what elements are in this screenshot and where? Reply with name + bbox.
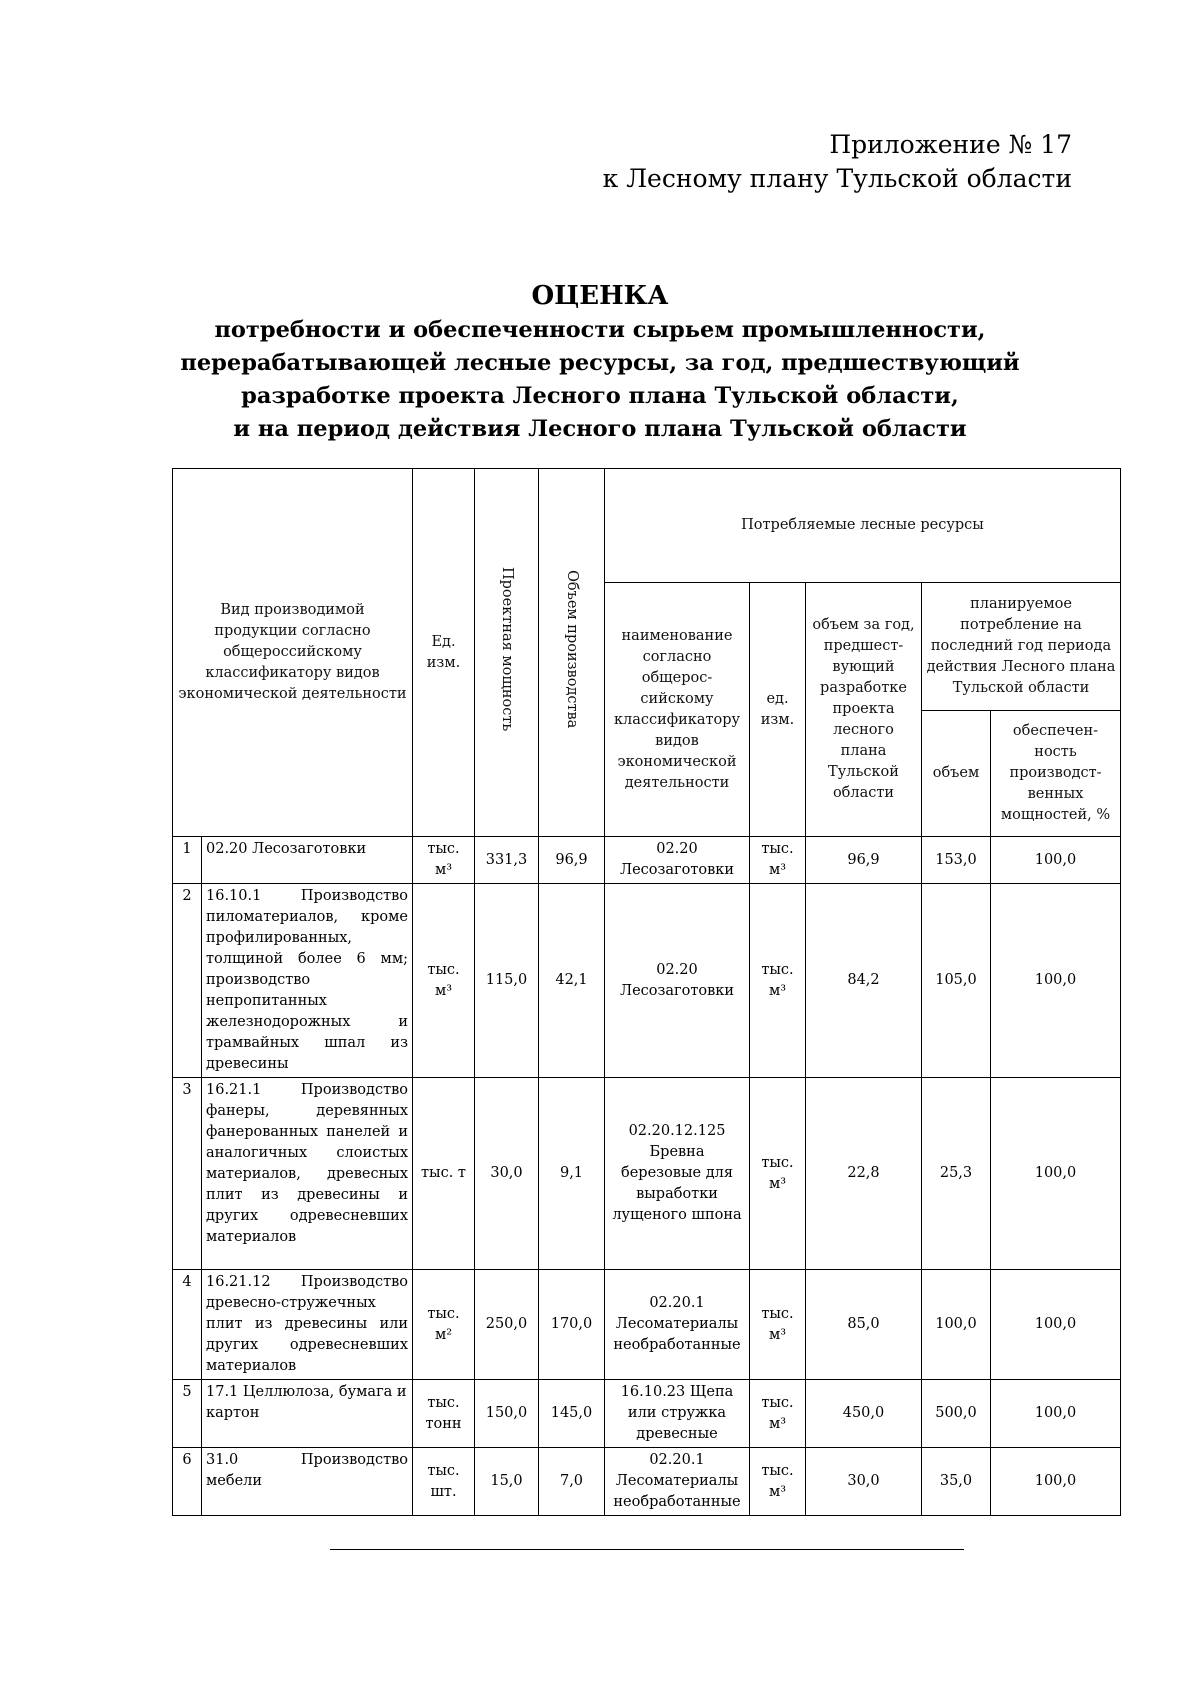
row-capacity: 15,0: [475, 1448, 539, 1516]
row-unit: тыс. м³: [413, 884, 475, 1078]
row-supply: 100,0: [991, 1448, 1121, 1516]
header-capacity: Проектная мощность: [499, 566, 515, 732]
row-res-name: 02.20 Лесозаготовки: [605, 837, 750, 884]
row-res-prev: 30,0: [806, 1448, 922, 1516]
header-volume: Объем производства: [564, 569, 580, 729]
row-capacity: 30,0: [475, 1078, 539, 1270]
row-product: 16.21.12 Производство древесно-стружечных плит из древесины или других одревесневших материалов: [202, 1270, 413, 1380]
row-number: 5: [173, 1380, 202, 1448]
header-planned-supply: обеспечен-ность производст-венных мощностей, %: [991, 711, 1121, 837]
row-res-name: 02.20 Лесозаготовки: [605, 884, 750, 1078]
header-res-name: наименование согласно общерос-сийскому классификатору видов экономической деятельности: [605, 583, 750, 837]
row-res-prev: 96,9: [806, 837, 922, 884]
row-res-name: 02.20.1 Лесоматериалы необработанные: [605, 1270, 750, 1380]
table-row: [173, 1448, 1121, 1516]
row-res-unit: тыс. м³: [750, 884, 806, 1078]
row-planned-volume: 25,3: [922, 1078, 991, 1270]
row-res-name: 02.20.12.125 Бревна березовые для выработки лущеного шпона: [605, 1078, 750, 1270]
row-capacity: 150,0: [475, 1380, 539, 1448]
row-res-unit: тыс. м³: [750, 1448, 806, 1516]
row-unit: тыс. тонн: [413, 1380, 475, 1448]
table-row: [173, 1078, 1121, 1270]
row-product: 31.0 Производство мебели: [202, 1448, 413, 1516]
header-volume-cell: [539, 469, 605, 837]
header-row-1: [173, 469, 1121, 583]
row-capacity: 250,0: [475, 1270, 539, 1380]
row-supply: 100,0: [991, 1270, 1121, 1380]
row-supply: 100,0: [991, 837, 1121, 884]
row-number: 4: [173, 1270, 202, 1380]
footer-divider: [330, 1549, 964, 1550]
row-res-unit: тыс. м³: [750, 1380, 806, 1448]
row-volume: 170,0: [539, 1270, 605, 1380]
row-planned-volume: 100,0: [922, 1270, 991, 1380]
table-row: [173, 1380, 1121, 1448]
row-capacity: 331,3: [475, 837, 539, 884]
row-res-unit: тыс. м³: [750, 837, 806, 884]
row-res-unit: тыс. м³: [750, 1078, 806, 1270]
title-line-4: и на период действия Лесного плана Тульской области: [233, 416, 967, 442]
row-volume: 7,0: [539, 1448, 605, 1516]
row-number: 3: [173, 1078, 202, 1270]
row-planned-volume: 35,0: [922, 1448, 991, 1516]
row-capacity: 115,0: [475, 884, 539, 1078]
title-main: ОЦЕНКА: [531, 281, 669, 311]
title-line-2: перерабатывающей лесные ресурсы, за год, предшествующий: [180, 350, 1020, 376]
row-res-prev: 84,2: [806, 884, 922, 1078]
title-line-1: потребности и обеспеченности сырьем промышленности,: [214, 317, 986, 343]
table-row: [173, 884, 1121, 1078]
row-res-prev: 85,0: [806, 1270, 922, 1380]
header-product: Вид производимой продукции согласно общероссийскому классификатору видов экономической деятельности: [173, 469, 413, 837]
row-volume: 96,9: [539, 837, 605, 884]
row-res-name: 16.10.23 Щепа или стружка древесные: [605, 1380, 750, 1448]
row-supply: 100,0: [991, 884, 1121, 1078]
appendix-header: [603, 128, 1072, 196]
title-line-3: разработке проекта Лесного плана Тульской области,: [241, 383, 959, 409]
header-res-prev: объем за год, предшест-вующий разработке проекта лесного плана Тульской области: [806, 583, 922, 837]
row-unit: тыс. м³: [413, 837, 475, 884]
header-resources: Потребляемые лесные ресурсы: [605, 469, 1121, 583]
row-product: 17.1 Целлюлоза, бумага и картон: [202, 1380, 413, 1448]
row-product: 16.21.1 Производство фанеры, деревянных фанерованных панелей и аналогичных слоистых материалов, древесных плит из древесины и других одревесневших материалов: [202, 1078, 413, 1270]
document-title: [100, 278, 1100, 446]
table-row: [173, 1270, 1121, 1380]
row-number: 6: [173, 1448, 202, 1516]
resources-table: [172, 468, 1121, 1516]
row-volume: 145,0: [539, 1380, 605, 1448]
row-product: 02.20 Лесозаготовки: [202, 837, 413, 884]
row-res-prev: 22,8: [806, 1078, 922, 1270]
row-planned-volume: 153,0: [922, 837, 991, 884]
row-supply: 100,0: [991, 1078, 1121, 1270]
header-capacity-cell: [475, 469, 539, 837]
row-unit: тыс. м²: [413, 1270, 475, 1380]
appendix-number: Приложение № 17: [829, 130, 1072, 159]
appendix-reference: к Лесному плану Тульской области: [602, 164, 1072, 193]
row-planned-volume: 500,0: [922, 1380, 991, 1448]
row-volume: 9,1: [539, 1078, 605, 1270]
row-res-name: 02.20.1 Лесоматериалы необработанные: [605, 1448, 750, 1516]
row-unit: тыс. т: [413, 1078, 475, 1270]
header-planned-volume: объем: [922, 711, 991, 837]
header-unit: Ед. изм.: [413, 469, 475, 837]
row-unit: тыс. шт.: [413, 1448, 475, 1516]
header-res-unit: ед. изм.: [750, 583, 806, 837]
table-row: [173, 837, 1121, 884]
row-number: 1: [173, 837, 202, 884]
row-res-prev: 450,0: [806, 1380, 922, 1448]
row-res-unit: тыс. м³: [750, 1270, 806, 1380]
row-volume: 42,1: [539, 884, 605, 1078]
row-planned-volume: 105,0: [922, 884, 991, 1078]
row-product: 16.10.1 Производство пиломатериалов, кроме профилированных, толщиной более 6 мм; производство непропитанных железнодорожных и трамвайных шпал из древесины: [202, 884, 413, 1078]
header-planned: планируемое потребление на последний год периода действия Лесного плана Тульской области: [922, 583, 1121, 711]
row-number: 2: [173, 884, 202, 1078]
row-supply: 100,0: [991, 1380, 1121, 1448]
